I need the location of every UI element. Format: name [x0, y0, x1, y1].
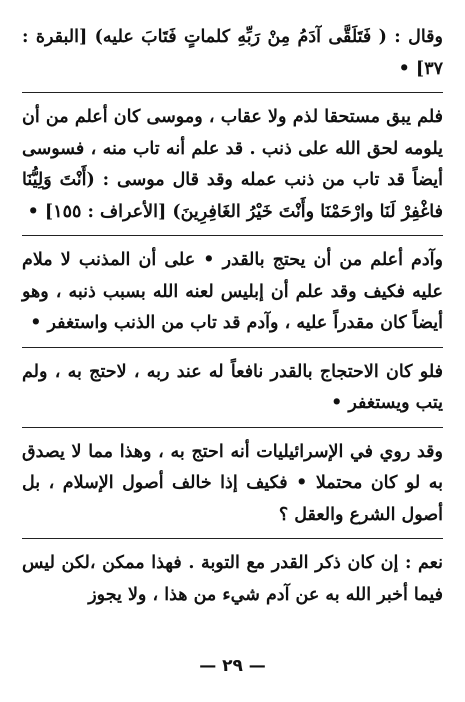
paragraph-divider — [22, 538, 443, 539]
paragraph-divider — [22, 347, 443, 348]
paragraph-verse-quote: وقال : ( فَتَلَقَّى آدَمُ مِنْ رَبِّهِ كلماتٍ فَتَابَ عليه) [البقرة : ٣٧] • — [22, 27, 443, 79]
paragraph-repentance: نعم : إن كان ذكر القدر مع التوبة . فهذا ممكن ،لكن ليس فيما أخبر الله به عن آدم شيء من هذا ، ولا يجوز — [22, 553, 443, 605]
page-number: — ٢٩ — — [199, 656, 266, 676]
paragraph-moses: فلم يبق مستحقا لذم ولا عقاب ، وموسى كان أعلم من أن يلومه لحق الله على ذنب . قد علم أنه تاب منه ، فسوسى أيضاً قد تاب من ذنب عمله وقد قال موسى : (أَنْتَ وَلِيُّنَا فاغْفِرْ لَنَا وارْحَمْنَا وأَنْتَ خَيْرُ الغَافِرِينَ) [الأعراف : ١٥٥] • — [22, 107, 443, 222]
page-body — [22, 22, 443, 611]
paragraph-divider — [22, 427, 443, 428]
paragraph-adam-decree: وآدم أعلم من أن يحتج بالقدر • على أن المذنب لا ملام عليه فكيف وقد علم أن إبليس لعنه الله بسبب ذنبه ، وهو أيضاً كان مقدراً عليه ، وآدم قد تاب من الذنب واستغفر • — [22, 250, 443, 333]
paragraph-argument: فلو كان الاحتجاج بالقدر نافعاً له عند ربه ، لاحتج به ، ولم يتب ويستغفر • — [22, 361, 443, 413]
paragraph-israiliyyat: وقد روي في الإسرائيليات أنه احتج به ، وهذا مما لا يصدق به لو كان محتملا • فكيف إذا خالف أصول الإسلام ، بل أصول الشرع والعقل ؟ — [22, 441, 443, 525]
paragraph-divider — [22, 92, 443, 93]
paragraph-divider — [22, 235, 443, 236]
